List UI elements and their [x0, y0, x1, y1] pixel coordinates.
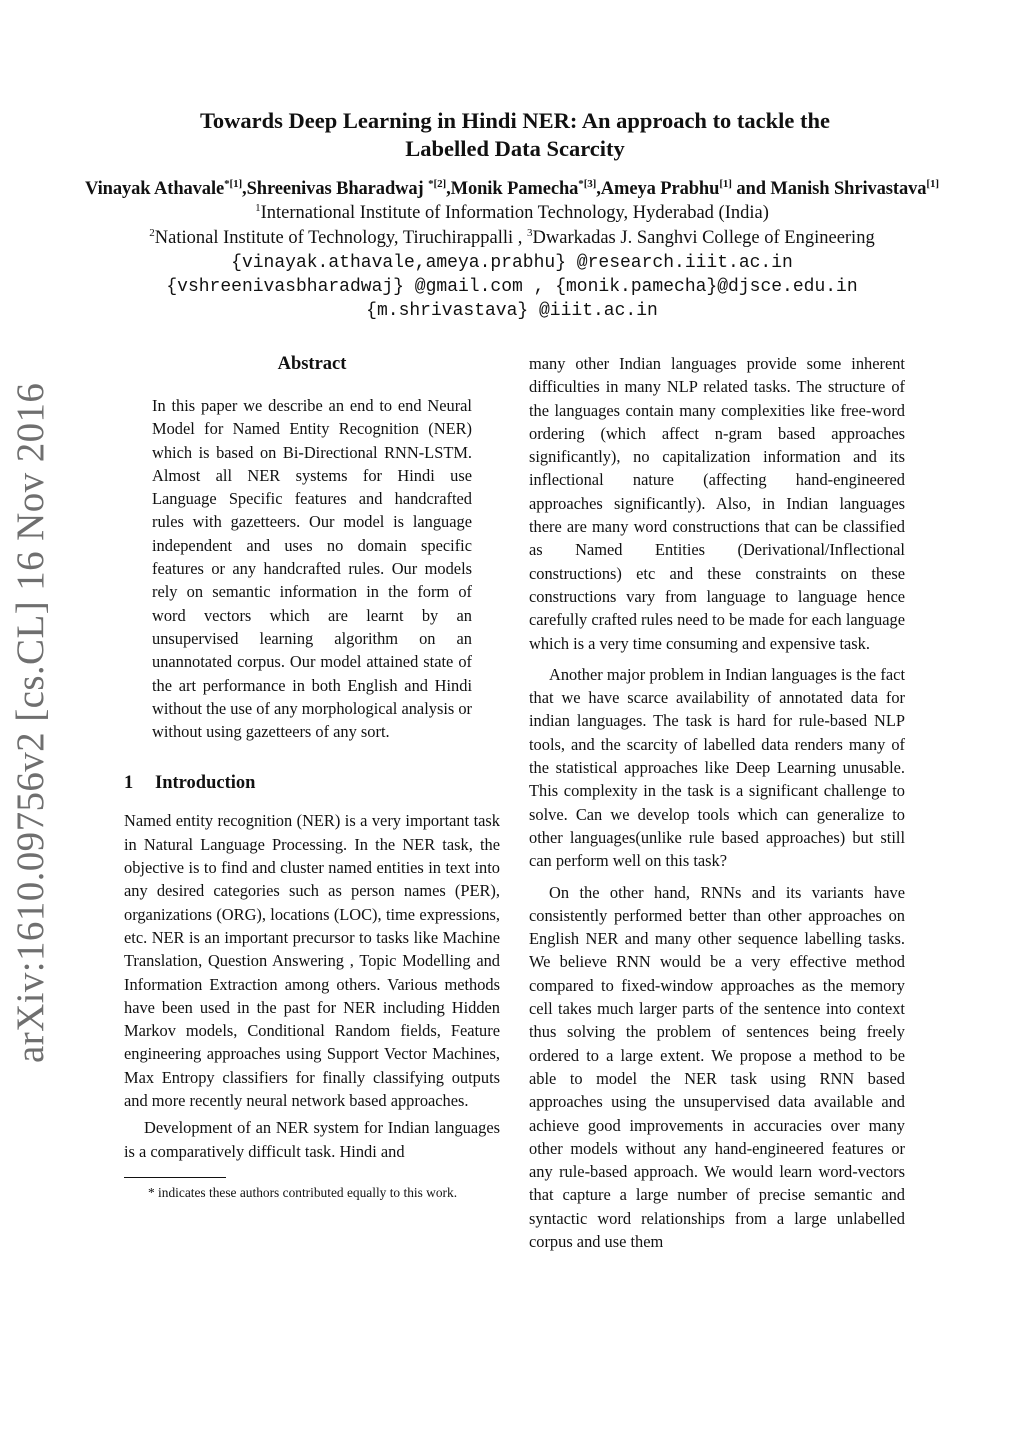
title-line-2: Labelled Data Scarcity: [405, 136, 625, 161]
author-mark: [1]: [926, 177, 939, 190]
email-line: {m.shrivastava} @iiit.ac.in: [366, 301, 658, 321]
body-paragraph-2: Another major problem in Indian languages is the fact that we have scarce availability of annotated data for indian languages. The task is hard for rule-based NLP tools, and the scarcity of labelled data renders many of the statistical approaches like Deep Learning unusable. This complexity in the task is a significant challenge to solve. Can we develop tools which can generalize to other languages(unlike rule based approaches) but still can perform well on this task?: [529, 664, 905, 871]
affiliation-text: International Institute of Information Technology, Hyderabad (India): [260, 203, 769, 223]
author-name: Vinayak Athavale: [85, 179, 225, 199]
footnote-mark: *: [148, 1184, 155, 1200]
affiliation-mark: 1: [255, 201, 261, 214]
author-separator: ,: [242, 179, 247, 199]
author-name: Ameya Prabhu: [600, 179, 720, 199]
section-heading: [124, 771, 500, 795]
abstract-text: In this paper we describe an end to end Neural Model for Named Entity Recognition (NER) which is based on Bi-Directional RNN-LSTM. Almost all NER systems for Hindi use Language Specific features and handcrafted rules with gazetteers. Our model is language independent and uses no domain specific features or any handcrafted rules. Our models rely on semantic information in the form of word vectors which are learnt by an unsupervised learning algorithm on an unannotated corpus. Our model attained state of the art performance in both English and Hindi without the use of any morphological analysis or without using gazetteers of any sort.: [152, 396, 473, 742]
author-name: Shreenivas Bharadwaj: [246, 179, 429, 199]
author-mark: *[2]: [428, 177, 447, 190]
title-line-1: Towards Deep Learning in Hindi NER: An approach to tackle the: [199, 108, 831, 133]
author-conjunction: and: [731, 179, 771, 199]
author-mark: *[1]: [224, 177, 243, 190]
email-line: {vinayak.athavale,ameya.prabhu} @research.iiit.ac.in: [231, 253, 793, 273]
section-number: 1: [124, 773, 134, 794]
affiliation-text: Dwarkadas J. Sanghvi College of Engineering: [532, 228, 875, 248]
body-paragraph-3: On the other hand, RNNs and its variants have consistently performed better than other approaches on English NER and many other sequence labelling tasks. We believe RNN would be a very effective method compared to fixed-window approaches as the memory cell takes much larger parts of the sentence into context thus solving the problem of sentences being freely ordered to a large extent. We propose a method to be able to model the NER task using RNN based approaches using the unsupervised data available and achieve good improvements in accuracies over many other models without any hand-engineered features or any rule-based approach. We would learn word-vectors that capture a large number of precise semantic and syntactic word relationships from a large unlabelled corpus and use them: [529, 882, 905, 1251]
author-mark: [1]: [719, 177, 732, 190]
abstract-heading: Abstract: [277, 354, 347, 374]
author-name: Manish Shrivastava: [770, 179, 927, 199]
affiliation-line-1: [0, 201, 1024, 225]
footnote-divider: [124, 1177, 226, 1178]
affiliation-mark: 2: [149, 226, 155, 239]
affiliation-text: National Institute of Technology, Tiruchirappalli ,: [154, 228, 528, 248]
author-mark: *[3]: [578, 177, 597, 190]
footnote: [124, 1184, 500, 1202]
email-line: {vshreenivasbharadwaj} @gmail.com , {monik.pamecha}@djsce.edu.in: [166, 277, 858, 297]
section-title: Introduction: [155, 773, 256, 794]
right-column: [529, 352, 905, 1253]
body-paragraph-1: many other Indian languages provide some inherent difficulties in many NLP related tasks. The structure of the languages contain many complexities like free-word ordering (which affect n-gram based approaches significantly), no capitalization information and its inflectional nature (affecting hand-engineered approaches significantly). Also, in Indian languages there are many word constructions that can be classified as Named Entities (Derivational/Inflectional constructions) etc and these constraints on these constructions vary from language to language hence carefully crafted rules need to be made for each language which is a very time consuming and expensive task.: [529, 354, 905, 653]
author-separator: ,: [596, 179, 601, 199]
footnote-text: indicates these authors contributed equally to this work.: [154, 1184, 458, 1200]
affiliation-line-2: [0, 226, 1024, 250]
intro-paragraph-1: Named entity recognition (NER) is a very important task in Natural Language Processing. In the NER task, the objective is to find and cluster named entities in text into any desired categories such as person names (PER), organizations (ORG), locations (LOC), time expressions, etc. NER is an important precursor to tasks like Machine Translation, Question Answering , Topic Modelling and Information Extraction among others. Various methods have been used in the past for NER including Hidden Markov models, Conditional Random fields, Feature engineering approaches using Support Vector Machines, Max Entropy classifiers for finally classifying outputs and more recently neural network based approaches.: [124, 811, 500, 1111]
intro-paragraph-2: Development of an NER system for Indian languages is a comparatively difficult task. Hindi and: [124, 1118, 500, 1161]
paper-title: [100, 107, 930, 163]
author-name: Monik Pamecha: [450, 179, 579, 199]
affiliation-mark: 3: [527, 226, 533, 239]
author-separator: ,: [446, 179, 451, 199]
left-column: [124, 352, 500, 1202]
arxiv-identifier-stamp: arXiv:1610.09756v2 [cs.CL] 16 Nov 2016: [9, 382, 52, 1063]
author-list: [0, 177, 1024, 201]
